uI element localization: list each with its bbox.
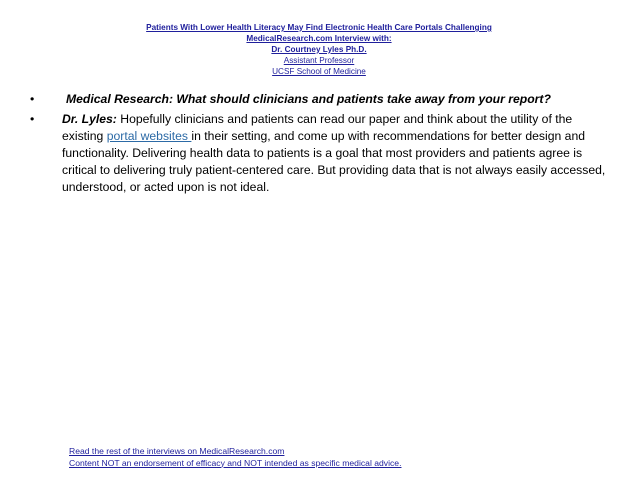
bullet-marker: • (30, 92, 35, 106)
question-text: Medical Research: What should clinicians and patients take away from your report? (66, 92, 551, 106)
interviewee-affiliation-link[interactable]: UCSF School of Medicine (272, 67, 366, 76)
read-more-link[interactable]: Read the rest of the interviews on MedicalResearch.com (69, 446, 285, 456)
answer-item (30, 111, 610, 196)
interviewee-position-link[interactable]: Assistant Professor (283, 56, 355, 65)
answer-text-part2: in their setting, and come up with recommendations for better design and functionality. Delivering health data to patients is a goal that most providers and patients agree is critical to delivering truly patient-centered care. But providing data that is not always easily accessed, understood, or acted upon is not ideal. (62, 129, 606, 194)
article-title-link[interactable]: Patients With Lower Health Literacy May Find Electronic Health Care Portals Challenging (146, 23, 492, 32)
bullet-marker: • (30, 112, 35, 126)
portal-websites-link[interactable]: portal websites (106, 129, 192, 143)
interview-subtitle-link[interactable]: MedicalResearch.com Interview with: (246, 34, 392, 43)
answer-text-part1: Hopefully clinicians and patients can read our paper and think about the utility of the existing (62, 112, 573, 143)
article-header (0, 22, 638, 77)
answer-speaker: Dr. Lyles: (62, 112, 117, 126)
disclaimer-link[interactable]: Content NOT an endorsement of efficacy and NOT intended as specific medical advice. (69, 457, 402, 468)
interviewee-name-link[interactable]: Dr. Courtney Lyles Ph.D. (271, 45, 367, 54)
interview-content (30, 91, 610, 199)
question-item (30, 91, 610, 108)
footer (69, 446, 401, 469)
